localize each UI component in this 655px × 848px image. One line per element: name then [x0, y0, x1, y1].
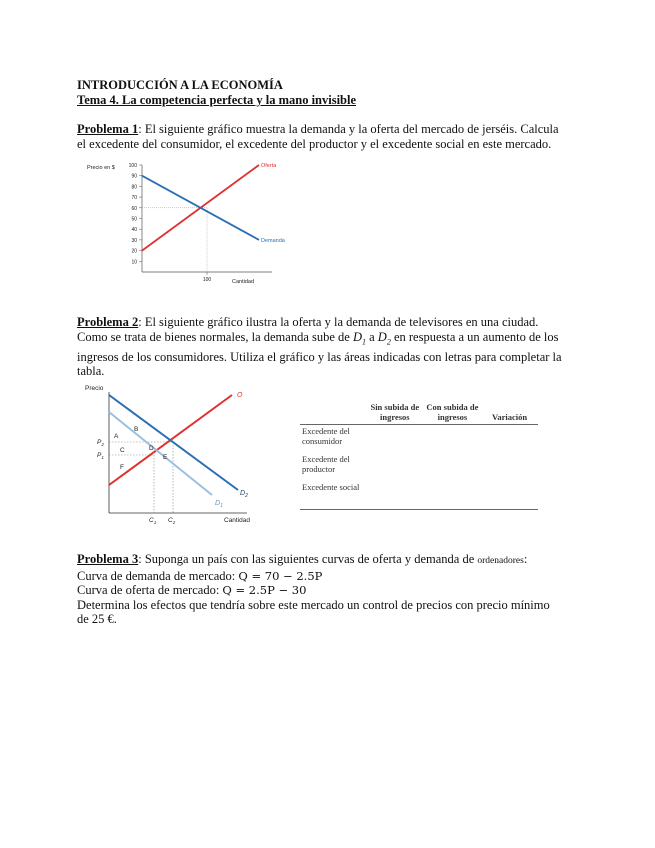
- chart1-ytick-label: 60: [131, 205, 137, 212]
- problem2-line2-post: en respuesta a un aumento de los: [390, 329, 559, 344]
- table-row: [300, 453, 538, 481]
- problem3-line4: Determina los efectos que tendría sobre este mercado un control de precios con precio mínimo: [77, 597, 550, 612]
- label-O: O: [237, 392, 243, 399]
- table-cell[interactable]: [481, 481, 538, 510]
- demand-equation: Q = 70 − 2.5P: [238, 568, 323, 583]
- chart1-ytick-label: 40: [131, 227, 137, 234]
- label-D1: $D_1$: [215, 500, 223, 509]
- problem2-line1: : El siguiente gráfico ilustra la oferta y la demanda de televisores en una ciudad.: [138, 315, 539, 329]
- table-cell[interactable]: [424, 453, 482, 481]
- chart1-ytick-label: 70: [131, 195, 137, 202]
- area-F: F: [120, 464, 124, 471]
- table-cell[interactable]: [424, 481, 482, 510]
- table-row: [300, 425, 538, 454]
- label-D2: $D_2$: [240, 490, 248, 499]
- chart1-ytick-label: 90: [131, 173, 137, 180]
- area-C: C: [120, 447, 125, 454]
- problem2-line4: tabla.: [77, 364, 105, 378]
- chart1-demanda-line: [142, 176, 259, 240]
- chart1-ytick-label: 30: [131, 237, 137, 244]
- row-label-social: Excedente social: [302, 482, 360, 492]
- problem2-line3: ingresos de los consumidores. Utiliza el gráfico y las áreas indicadas con letras para completar la: [77, 349, 562, 364]
- chart1-demanda-label: Demanda: [261, 237, 285, 244]
- topic-title: Tema 4. La competencia perfecta y la mano invisible: [77, 93, 357, 107]
- table-cell[interactable]: [481, 425, 538, 454]
- problem2-label: Problema 2: [77, 315, 139, 329]
- problem3-line1-post: :: [523, 552, 528, 566]
- table-cell[interactable]: [366, 453, 424, 481]
- problem3-label: Problema 3: [77, 552, 139, 566]
- problem2-statement: [77, 315, 577, 379]
- problem1-line2: el excedente del consumidor, el excedente del productor y el excedente social en este mercado.: [77, 136, 552, 151]
- table-cell[interactable]: [366, 425, 424, 454]
- problem3-line1-pre: : Suponga un país con las siguientes curvas de oferta y demanda de: [138, 552, 478, 566]
- problem2-chart: [82, 380, 262, 530]
- table-header-sin: Sin subida de ingresos: [370, 402, 420, 422]
- label-C2: $C_2$: [168, 517, 176, 525]
- chart1-xtick-label: 100: [202, 277, 212, 283]
- table-cell[interactable]: [366, 481, 424, 510]
- problem1-label: Problema 1: [77, 122, 139, 136]
- label-P2: $P_2$: [97, 439, 104, 447]
- table-header-con: Con subida de ingresos: [426, 402, 479, 422]
- d1-symbol: D: [352, 329, 362, 344]
- area-E: E: [163, 454, 168, 461]
- table-cell[interactable]: [424, 425, 482, 454]
- demand-curve-D2: [109, 395, 238, 490]
- problem2-line2-mid: a: [365, 329, 378, 344]
- supply-curve-label: Curva de oferta de mercado:: [77, 583, 223, 597]
- chart1-ytick-label: 10: [131, 259, 137, 266]
- problem3-line1-small: ordenadores: [477, 556, 524, 566]
- area-A: A: [114, 433, 119, 440]
- row-label-consumer: Excedente del consumidor: [302, 426, 350, 446]
- chart1-xlabel: Cantidad: [232, 279, 255, 285]
- area-B: B: [134, 426, 139, 433]
- chart2-xlabel: Cantidad: [224, 517, 251, 524]
- course-title: INTRODUCCIÓN A LA ECONOMÍA: [77, 78, 283, 92]
- table-row: [300, 481, 538, 510]
- supply-equation: Q = 2.5P − 30: [222, 583, 307, 597]
- problem3-statement: [77, 552, 577, 627]
- surplus-table: [300, 400, 538, 510]
- problem1-chart: [82, 160, 285, 288]
- problem2-line2-pre: Como se trata de bienes normales, la demanda sube de: [77, 329, 353, 344]
- row-label-producer: Excedente del productor: [302, 454, 350, 474]
- area-D: D: [149, 445, 154, 452]
- chart1-ylabel: Precio en $: [87, 165, 115, 171]
- chart1-ytick-label: 100: [128, 163, 137, 169]
- chart1-oferta-label: Oferta: [261, 163, 277, 169]
- label-C1: $C_1$: [149, 517, 157, 525]
- table-cell[interactable]: [481, 453, 538, 481]
- chart2-ylabel: Precio: [85, 385, 104, 392]
- problem1-line1: : El siguiente gráfico muestra la demanda y la oferta del mercado de jerséis. Calcula: [138, 122, 559, 136]
- demand-curve-label: Curva de demanda de mercado:: [77, 568, 239, 583]
- problem1-statement: [77, 122, 577, 151]
- table-header-variacion: Variación: [492, 412, 528, 422]
- label-P1: $P_1$: [97, 452, 104, 460]
- problem3-line5: de 25 €.: [77, 612, 117, 626]
- chart1-ytick-label: 50: [131, 216, 137, 223]
- chart1-ytick-label: 20: [131, 248, 137, 255]
- chart1-ytick-label: 80: [131, 184, 137, 191]
- d2-symbol: D: [377, 329, 387, 344]
- table-header-empty: [300, 400, 366, 425]
- d1-subscript: 1: [361, 337, 366, 346]
- d2-subscript: 2: [386, 337, 391, 346]
